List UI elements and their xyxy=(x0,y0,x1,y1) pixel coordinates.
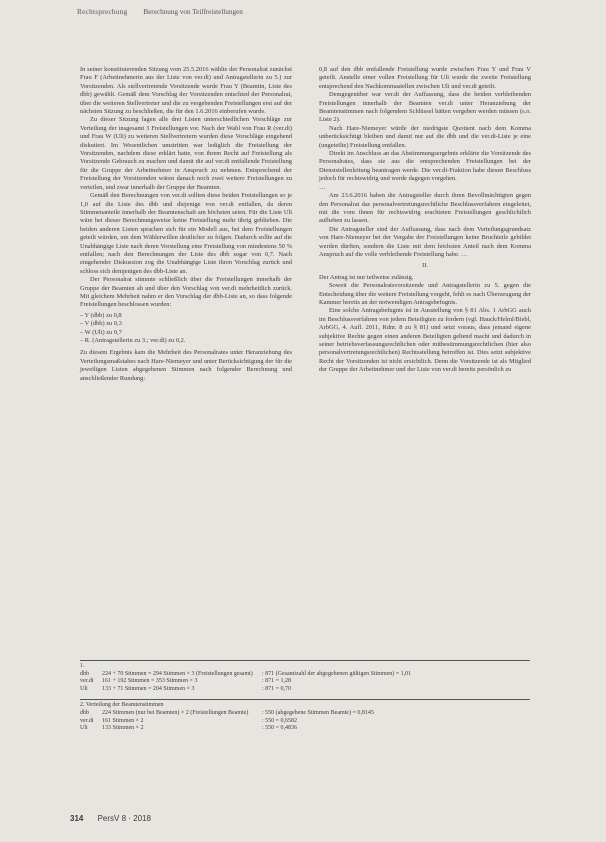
freistellung-list xyxy=(80,312,292,346)
table-cell-list: Uli xyxy=(80,725,88,732)
paragraph: Gemäß den Berechnungen von ver.di sollten diese beiden Freistellungen so je 1,0 auf die Liste des dbb und diejenige von ver.di entfallen, da deren Stimmenanteile innerhalb der Beamtenschaft am höchsten seien. Für die Liste Uli wäre bei dieser Berechnungsweise keine Freistellung mehr übrig geblieben. Die beiden anderen Listen sprachen sich für ein Modell aus, bei dem Freistellungen geteilt würden, um dem Wählerwillen deutlicher zu folgen. Dadurch sollte auf die Unabhängige Liste nach deren Vorstellung eine Freistellung von mindestens 50 % entfallen; nach den Berechnungen der Liste des dbb sogar von 0,7. Nach eingehender Diskussion zog die Unabhängige Liste ihren Vorschlag zurück und schloss sich demjenigen des dbb-Liste an. xyxy=(80,192,292,275)
table-cell-calc: 161 + 192 Stimmen = 353 Stimmen × 3 xyxy=(102,678,198,685)
table-row xyxy=(80,718,530,726)
table-cell-calc: 161 Stimmen × 2 xyxy=(102,717,144,724)
list-item: – R. (Antragstellerin zu 3.; ver.di) zu 0,2. xyxy=(80,337,186,344)
list-item: – Y (dbb) zu 0,8 xyxy=(80,311,122,319)
calc-table-1 xyxy=(80,660,530,693)
table-cell-list: dbb xyxy=(80,670,89,677)
paragraph: Direkt im Anschluss an das Abstimmungsergebnis erklärte die Vorsitzende des Personalrates, dass sie aus die entsprechenden Freistellungen bei der Dienststellenleitung beantragen werde. Die ver.di-Fraktion habe diesen Beschluss jedoch für rechtswidrig und werde dagegen vorgehen. xyxy=(319,150,531,183)
table-row xyxy=(80,686,530,694)
ellipsis: … xyxy=(319,183,326,191)
table-cell-result: : 871 = 0,70 xyxy=(262,685,292,692)
table-cell-result: : 871 = 1,28 xyxy=(262,678,292,685)
table-cell-result: : 550 = 0,4836 xyxy=(262,725,298,732)
header-section: Rechtsprechung xyxy=(77,8,128,16)
table-title: 1. xyxy=(80,660,530,671)
table-cell-list: Uli xyxy=(80,685,88,692)
paragraph: Am 23.6.2016 haben die Antragsteller durch ihren Bevollmächtigten gegen den Personalrat das personalvertretungsrechtliche Beschlussverfahren eingeleitet, mit die vom ihnen für rechtswidrig erachteten Freistellungen geschlichtlich aufheben zu lassen. xyxy=(319,192,531,225)
calculation-tables xyxy=(80,660,530,739)
paragraph: Zu dieser Sitzung lagen alle drei Listen unterschiedlichen Vorschläge zur Verteilung der insgesamt 3 Freistellungen vor. Nach der Wahl von Frau R (ver.di) und Frau W (Uli) zu weiteren Stellvertretern wurden diese Vorschläge eingehend diskutiert. Im Wesentlichen umstritten war lediglich die Freistellung der Vorsitzenden, nachdem diese erklärt hatte, von ihrem Recht auf Freistellung als Vorsitzende Gebrauch zu machen und damit die auf ver.di entfallende Freistellung für die Gruppe der Arbeitnehmer in Anspruch zu nehmen. Entsprechend der Freistellung der Vorsitzenden wären danach noch zwei weitere Freistellungen zu verteilen, und zwar innerhalb der Gruppe der Beamten. xyxy=(80,116,292,191)
running-header xyxy=(77,8,547,16)
left-column xyxy=(80,66,292,383)
right-column xyxy=(319,66,531,375)
table-cell-result: : 550 (abgegebene Stimmen Beamte) = 0,8145 xyxy=(262,709,374,716)
table-cell-result: : 550 = 0,6582 xyxy=(262,717,298,724)
table-cell-list: ver.di xyxy=(80,678,94,685)
table-cell-calc: 133 Stimmen × 2 xyxy=(102,725,144,732)
paragraph: Zu diesem Ergebnis kam die Mehrheit des Personalrates unter Heranziehung des Verteilungsmaßstabes nach Hare-Niemeyer und unter Berücksichtigung der für die jeweiligen Listen abgegebenen Stimmen nach folgender Berechnung und anschließender Rundung: xyxy=(80,349,292,382)
header-title: Berechnung von Teilfreistellungen xyxy=(143,8,243,16)
section-numeral: II. xyxy=(422,262,428,270)
paragraph: Die Antragsteller sind der Auffassung, dass nach dem Verteilungsgrundsatz von Hare-Niemeyer bei der Vergabe der Freistellungen keine Bruchteile gebildet werden dürften, sondern die Liste mit dem höchsten Anteil nach dem Komma Anspruch auf die volle verbleibende Freistellung habe. … xyxy=(319,225,531,258)
paragraph: Der Antrag ist nur teilweise zulässig. xyxy=(319,273,414,281)
paragraph: In seiner konstituierenden Sitzung vom 25.5.2016 wählte der Personalrat zunächst Frau F (Arbeitnehmerin aus der Liste von ver.di) und Antragstellerin zu 5.) zur Vorsitzenden. Als stellvertretende Vorsitzende wurde Frau Y (Beamtin, Liste des dbb) gewählt. Gemäß dem Vorschlag der Vorsitzenden entschied der Personalrat, über die weiteren Stellvertreter und die zu vergebenden Freistellungen erst auf der nächsten Sitzung zu beschließen, die für den 1.6.2016 einberufen wurde. xyxy=(80,66,292,116)
table-cell-result: : 871 (Gesamtzahl der abgegebenen gültigen Stimmen) = 1,01 xyxy=(262,670,412,677)
paragraph: 0,8 auf den dbb entfallende Freistellung wurde zwischen Frau Y und Frau V geteilt. Anstelle einer vollen Freistellung für Uli wurde die zweite Freistellung entsprechend den Nachkommastellen zwischen Uli und ver.di geteilt. xyxy=(319,66,531,90)
table-row xyxy=(80,710,530,718)
table-row xyxy=(80,725,530,733)
paragraph: Eine solche Antragsbefugnis ist in Ausstellung von § 81 Abs. 1 ArbGG auch im Beschlussverfahren von jedem Beteiligten zu fordern (vgl. Hauck/Helml/Biebl, ArbGG, 4. Aufl. 2011, Rdnr. 8 zu § 81) und setzt voraus, dass jemand eigene subjektive Rechte gegen einen anderen Beteiligten geltend macht und dadurch in seiner betriebsverfassungsrechtlichen oder mitbestimmungsrechtlichen (hier also personalvertretungsrechtlichen) Rechtsstellung betroffen ist. Dies setzt subjektive Recht der Vorsitzenden ist nicht ersichtlich. Denn die Vorsitzende ist als Mitglied der Gruppe der Arbeitnehmer und der Liste von ver.di bereits persönlich zu xyxy=(319,307,531,374)
list-item: – V (dbb) zu 0,3 xyxy=(80,320,122,328)
paragraph: Demgegenüber war ver.di der Auffassung, dass die beiden verbleibenden Freistellungen innerhalb der Beamten ver.di unter Heranziehung der Beamtenstimmen nach folgendem Schlüssel hätten vergeben werden müssen (s.o. Liste 2). xyxy=(319,91,531,124)
table-cell-calc: 224 + 70 Stimmen = 294 Stimmen × 3 (Freistellungen gesamt) xyxy=(102,670,253,677)
paragraph: Nach Hare-Niemeyer würde der niedrigste Quotient nach dem Komma unberücksichtigt bleiben und damit nur auf die dbb und die ver.di-Liste je eine (ungeteilte) Freistellung entfallen. xyxy=(319,124,531,149)
page-number: 314 xyxy=(70,814,84,823)
list-item: – W (Uli) zu 0,7 xyxy=(80,328,122,336)
table-row xyxy=(80,671,530,679)
paragraph: Der Personalrat stimmte schließlich über die Freistellungen innerhalb der Gruppe der Beamten ab und über den Vorschlag von ver.di mehrheitlich zurück. Mit gleichem Mehrheit nahm er den Vorschlag der dbb-Liste an, so dass folgende Freistellungen beschlossen wurden: xyxy=(80,276,292,309)
journal-name: PersV 8 · 2018 xyxy=(97,814,151,823)
table-cell-list: ver.di xyxy=(80,717,94,724)
table-title: 2. Verteilung der Beamtenstimmen xyxy=(80,699,530,710)
table-row xyxy=(80,678,530,686)
table-cell-calc: 224 Stimmen (nur bei Beamten) × 2 (Freistellungen Beamte) xyxy=(102,709,249,716)
paragraph: Soweit die Personalratsvorsitzende und Antragstellerin zu 5. gegen die Entscheidung über die weitere Freistellung vorgeht, fehlt es nach Überzeugung der Kammer bereits an der notwendigen Antragsbefugnis. xyxy=(319,282,531,306)
page-footer xyxy=(70,814,151,823)
table-cell-calc: 133 + 71 Stimmen = 204 Stimmen × 3 xyxy=(102,685,195,692)
table-cell-list: dbb xyxy=(80,709,89,716)
calc-table-2 xyxy=(80,699,530,732)
